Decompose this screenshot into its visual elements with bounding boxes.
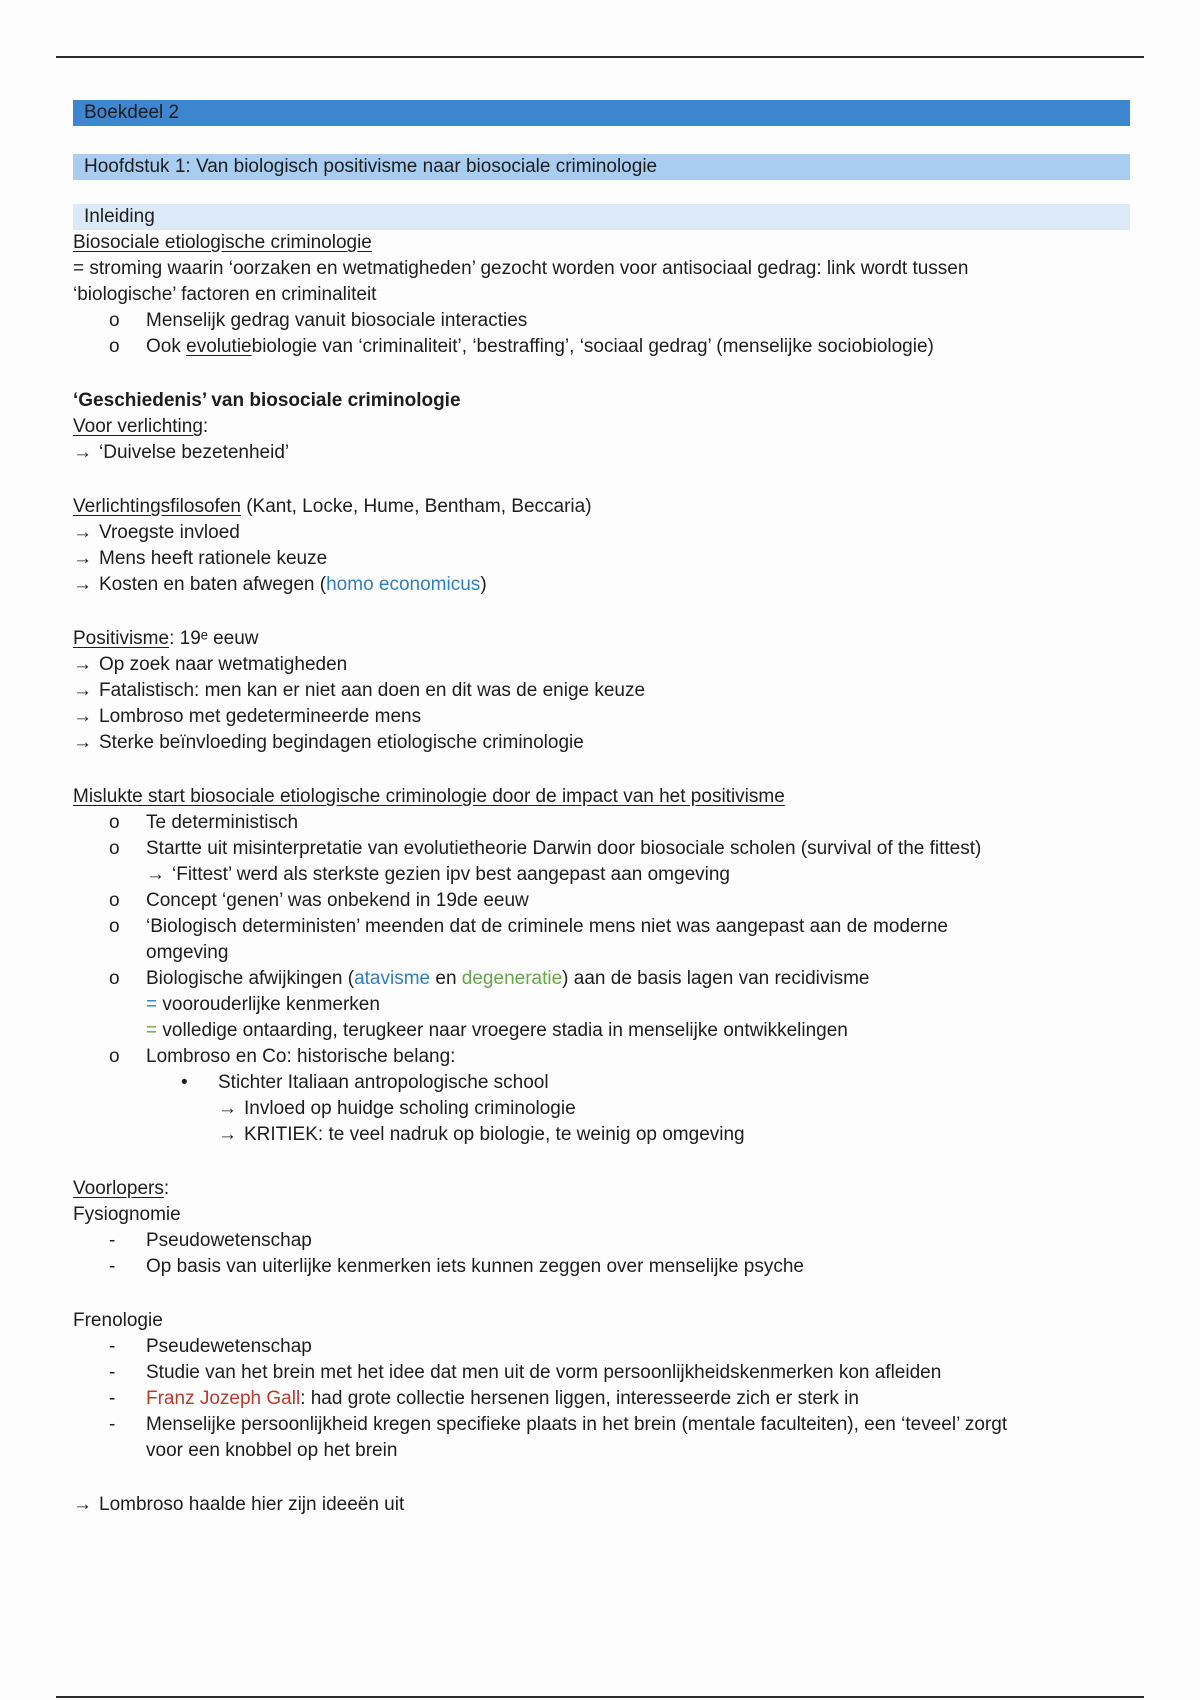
positivisme-item: → Op zoek naar wetmatigheden — [73, 652, 1130, 678]
intro-definition-1: = stroming waarin ‘oorzaken en wetmatigheden’ gezocht worden voor antisociaal gedrag: link wordt tussen — [73, 258, 969, 279]
arrow-icon: → — [218, 1124, 237, 1145]
list-item: o Menselijk gedrag vanuit biosociale interacties — [73, 308, 1130, 334]
arrow-icon: → — [73, 732, 92, 753]
arrow-icon: → — [73, 706, 92, 727]
verlichting-item: → Vroegste invloed — [73, 520, 1130, 546]
intro-list — [73, 308, 1130, 360]
bullet-icon: • — [181, 1072, 188, 1093]
list-item: o Concept ‘genen’ was onbekend in 19de eeuw — [73, 888, 1130, 914]
verlichting-label: Verlichtingsfilosofen (Kant, Locke, Hume, Bentham, Beccaria) — [73, 496, 592, 517]
dash-icon: - — [109, 1414, 116, 1435]
list-item: o Startte uit misinterpretatie van evolutietheorie Darwin door biosociale scholen (survival of the fittest) → ‘Fittest’ werd als sterkste gezien ipv best aangepast aan omgeving — [73, 836, 1130, 888]
intro-definition-2: ‘biologische’ factoren en criminaliteit — [73, 284, 377, 305]
bottom-rule — [56, 1696, 1144, 1698]
list-item: - Menselijke persoonlijkheid kregen specifieke plaats in het brein (mentale faculteiten), een ‘teveel’ zorgt voor een knobbel op het brein — [109, 1414, 1008, 1461]
list-item: o Biologische afwijkingen (atavisme en degeneratie) aan de basis lagen van recidivisme = voorouderlijke kenmerken = volledige ontaarding, terugkeer naar vroegere stadia in menselijke ontwikkelingen — [109, 968, 870, 1041]
mislukte-list — [73, 810, 1130, 1070]
arrow-icon: → — [73, 574, 92, 595]
frenologie-list — [73, 1334, 1130, 1464]
circle-bullet-icon: o — [109, 968, 120, 989]
list-item: - Op basis van uiterlijke kenmerken iets kunnen zeggen over menselijke psyche — [73, 1254, 1130, 1280]
arrow-icon: → — [73, 442, 92, 463]
voor-verlichting-label: Voor verlichting: — [73, 416, 209, 437]
circle-bullet-icon: o — [109, 812, 120, 833]
arrow-icon: → — [73, 1494, 92, 1515]
list-item: o Lombroso en Co: historische belang: — [73, 1044, 1130, 1070]
circle-bullet-icon: o — [109, 336, 120, 357]
arrow-icon: → — [73, 522, 92, 543]
mislukte-title: Mislukte start biosociale etiologische criminologie door de impact van het positivisme — [73, 786, 785, 807]
list-item: - Franz Jozeph Gall: had grote collectie hersenen liggen, interesseerde zich er sterk in — [73, 1386, 1130, 1412]
verlichting-item: → Kosten en baten afwegen (homo economicus) — [73, 572, 1130, 598]
list-item: o Te deterministisch — [73, 810, 1130, 836]
arrow-icon: → — [146, 864, 165, 885]
arrow-icon: → — [73, 654, 92, 675]
boekdeel-header: Boekdeel 2 — [73, 100, 1130, 126]
list-item: • Stichter Italiaan antropologische school → Invloed op huidge scholing criminologie → KRITIEK: te veel nadruk op biologie, te weinig op omgeving — [73, 1070, 1130, 1148]
inleiding-header: Inleiding — [73, 204, 1130, 230]
positivisme-item: → Lombroso met gedetermineerde mens — [73, 704, 1130, 730]
verlichting-item: → Mens heeft rationele keuze — [73, 546, 1130, 572]
dash-icon: - — [109, 1256, 116, 1277]
fysiognomie-label: Fysiognomie — [73, 1204, 181, 1225]
circle-bullet-icon: o — [109, 890, 120, 911]
dash-icon: - — [109, 1230, 116, 1251]
geschiedenis-title: ‘Geschiedenis’ van biosociale criminologie — [73, 390, 461, 411]
lombroso-sublist — [73, 1070, 1130, 1148]
circle-bullet-icon: o — [109, 1046, 120, 1067]
list-item: - Pseudewetenschap — [73, 1334, 1130, 1360]
arrow-icon: → — [73, 680, 92, 701]
circle-bullet-icon: o — [109, 310, 120, 331]
voor-verlichting-item: → ‘Duivelse bezetenheid’ — [73, 440, 1130, 466]
frenologie-label: Frenologie — [73, 1310, 163, 1331]
hoofdstuk-header: Hoofdstuk 1: Van biologisch positivisme naar biosociale criminologie — [73, 154, 1130, 180]
dash-icon: - — [109, 1362, 116, 1383]
arrow-icon: → — [73, 548, 92, 569]
document-body — [73, 100, 1130, 1518]
fysiognomie-list — [73, 1228, 1130, 1280]
circle-bullet-icon: o — [109, 916, 120, 937]
arrow-icon: → — [218, 1098, 237, 1119]
list-item: - Pseudowetenschap — [73, 1228, 1130, 1254]
list-item: o ‘Biologisch deterministen’ meenden dat de criminele mens niet was aangepast aan de moderne omgeving — [109, 916, 948, 963]
list-item: - Studie van het brein met het idee dat men uit de vorm persoonlijkheidskenmerken kon afleiden — [73, 1360, 1130, 1386]
dash-icon: - — [109, 1336, 116, 1357]
final-note: → Lombroso haalde hier zijn ideeën uit — [73, 1492, 1130, 1518]
voorlopers-label: Voorlopers: — [73, 1178, 170, 1199]
positivisme-label: Positivisme: 19ᵉ eeuw — [73, 628, 259, 649]
positivisme-item: → Fatalistisch: men kan er niet aan doen en dit was de enige keuze — [73, 678, 1130, 704]
intro-term: Biosociale etiologische criminologie — [73, 232, 372, 253]
list-item: o Ook evolutiebiologie van ‘criminaliteit’, ‘bestraffing’, ‘sociaal gedrag’ (menselijke sociobiologie) — [73, 334, 1130, 360]
dash-icon: - — [109, 1388, 116, 1409]
circle-bullet-icon: o — [109, 838, 120, 859]
positivisme-item: → Sterke beïnvloeding begindagen etiologische criminologie — [73, 730, 1130, 756]
top-rule — [56, 56, 1144, 58]
